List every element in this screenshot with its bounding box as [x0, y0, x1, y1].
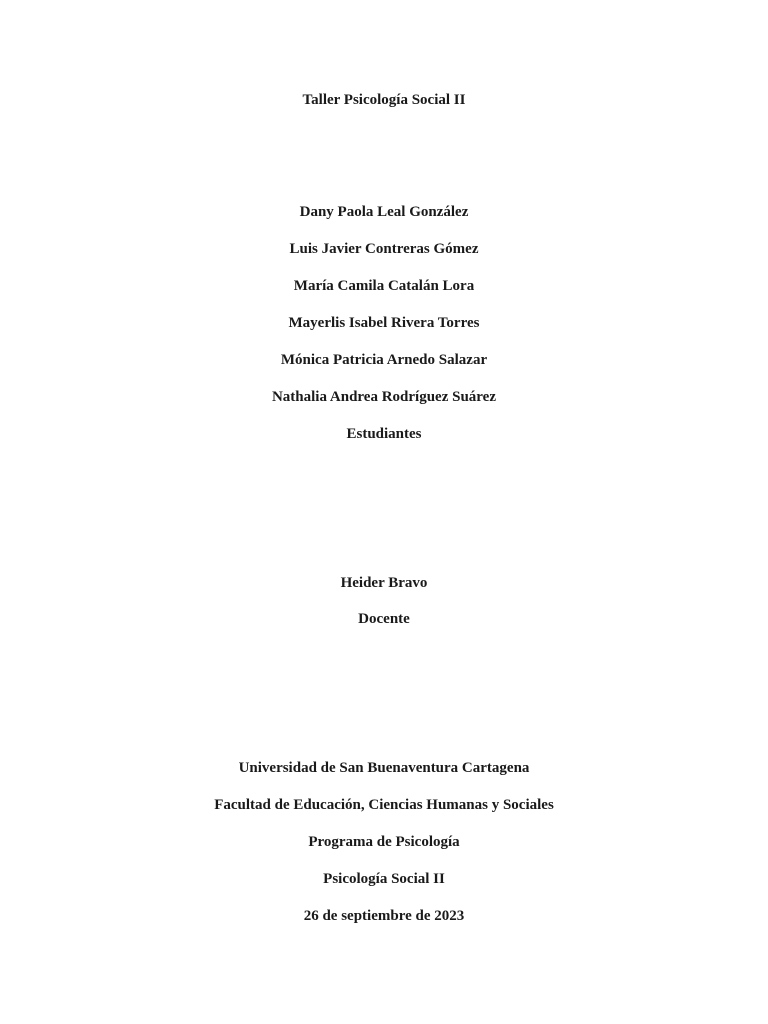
student-name-2: Luis Javier Contreras Gómez [289, 241, 479, 257]
course-name: Psicología Social II [323, 871, 445, 887]
student-name-1: Dany Paola Leal González [299, 204, 469, 220]
student-name-3: María Camila Catalán Lora [293, 278, 475, 294]
university-name: Universidad de San Buenaventura Cartagena [238, 760, 530, 776]
program-name: Programa de Psicología [308, 834, 460, 850]
faculty-name: Facultad de Educación, Ciencias Humanas y Sociales [214, 797, 554, 813]
student-name-6: Nathalia Andrea Rodríguez Suárez [271, 389, 497, 405]
document-title: Taller Psicología Social II [302, 92, 466, 108]
teacher-name: Heider Bravo [340, 575, 428, 591]
teacher-role-label: Docente [358, 611, 410, 627]
students-role-label: Estudiantes [346, 426, 422, 442]
student-name-4: Mayerlis Isabel Rivera Torres [288, 315, 480, 331]
document-date: 26 de septiembre de 2023 [303, 908, 465, 924]
student-name-5: Mónica Patricia Arnedo Salazar [280, 352, 488, 368]
